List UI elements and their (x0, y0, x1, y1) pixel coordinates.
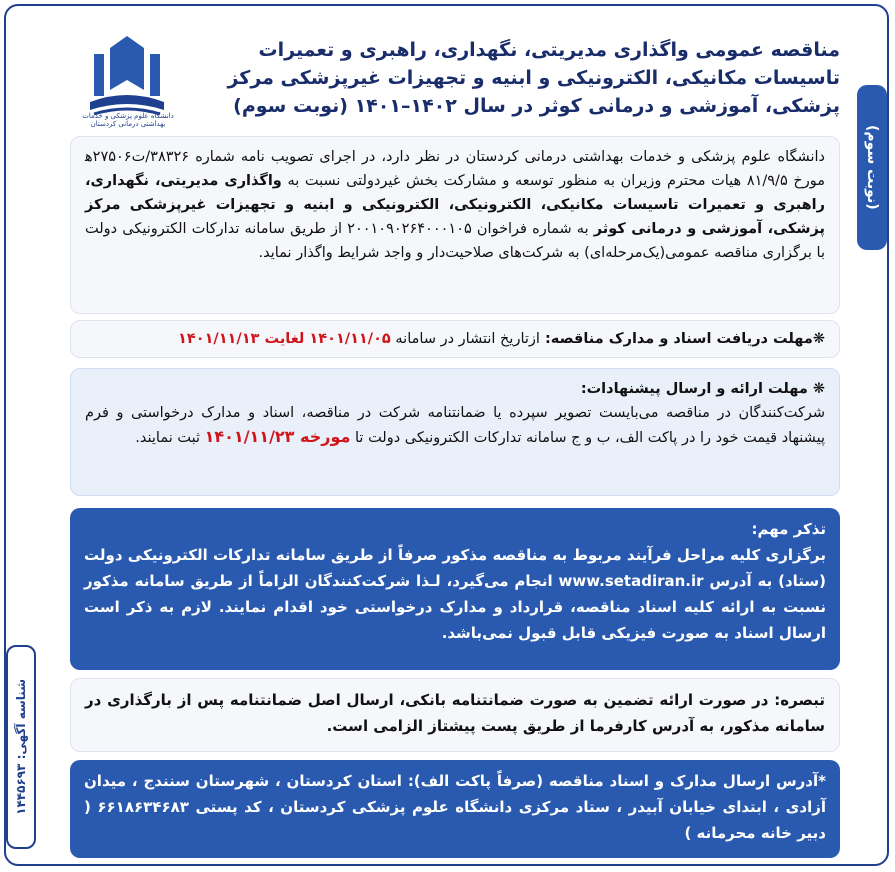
ad-id-label: شناسه آگهی: ۱۴۴۵۶۹۳ (14, 679, 28, 815)
docs-deadline (70, 320, 840, 358)
submission-address: *آدرس ارسال مدارک و اسناد مناقصه (صرفاً پاکت الف): استان کردستان ، شهرستان سنندج ، میدان آزادی ، ابتدای خیابان آبیدر ، ستاد مرکزی دانشگاه علوم پزشکی کردستان ، کد پستی ۶۶۱۸۶۳۴۶۸۳ ( دبیر خانه محرمانه ) (70, 760, 840, 858)
offers-deadline-text: شرکت‌کنندگان در مناقصه می‌بایست تصویر سپرده یا ضمانتنامه شرکت در مناقصه، اسناد و مدارک درخواستی و فرم پیشنهاد قیمت خود را در پاکت الف، ب و ج سامانه تدارکات الکترونیکی دولت تا (85, 405, 825, 446)
round-tab (857, 85, 887, 250)
intro-text-1: دانشگاه علوم پزشکی و خدمات بهداشتی درمانی کردستان در نظر دارد، در اجرای تصویب نامه شماره ۳۸۳۲۶/ت۲۷۵۰۶ه‍ مورخ ۸۱/۹/۵ هیات محترم وزیران به منظور توسعه و مشارکت بخش غیردولتی نسبت به (85, 149, 825, 189)
notice-heading: تذکر مهم: (751, 520, 826, 538)
docs-deadline-dates: ۱۴۰۱/۱۱/۰۵ لغایت ۱۴۰۱/۱۱/۱۳ (178, 331, 391, 347)
docs-deadline-label: ❋مهلت دریافت اسناد و مدارک مناقصه: (539, 331, 825, 347)
docs-deadline-text: ازتاریخ انتشار در سامانه (390, 331, 540, 347)
intro-text-2: به شماره فراخوان ۲۰۰۱۰۹۰۲۶۴۰۰۰۱۰۵ از طریق سامانه تدارکات الکترونیکی دولت با برگزاری مناقصه عمومی(یک‌مرحله‌ای) به شرکت‌های صلاحیت‌دار و واجد شرایط واگذار نماید. (85, 221, 825, 261)
ad-id-tab (6, 645, 36, 849)
logo-caption: دانشگاه علوم پزشکی و خدمات بهداشتی درمانی کردستان (82, 112, 174, 129)
round-tab-label: (نوبت سوم) (864, 125, 880, 210)
important-notice (70, 508, 840, 670)
guarantee-note: تبصره: در صورت ارائه تضمین به صورت ضمانتنامه بانکی، ارسال اصل ضمانتنامه پس از بارگذاری در سامانه مذکور، به آدرس کارفرما از طریق پست پیشتاز الزامی است. (70, 678, 840, 752)
page-title: مناقصه عمومی واگذاری مدیریتی، نگهداری، راهبری و تعمیرات تاسیسات مکانیکی، الکترونیکی و ابنیه و تجهیزات غیرپزشکی مرکز پزشکی، آموزشی و درمانی کوثر در سال ۱۴۰۲–۱۴۰۱ (نوبت سوم) (227, 39, 840, 117)
offers-deadline-date: مورخه ۱۴۰۱/۱۱/۲۳ (204, 427, 351, 446)
intro-subject: واگذاری مدیریتی، نگهداری، راهبری و تعمیرات تاسیسات مکانیکی، الکترونیکی، الکترونیکی و ابنیه و تجهیزات غیرپزشکی مرکز پزشکی، آموزشی و درمانی کوثر (85, 173, 826, 237)
intro-paragraph (70, 136, 840, 314)
notice-text: برگزاری کلیه مراحل فرآیند مربوط به مناقصه مذکور صرفاً از طریق سامانه تدارکات الکترونیکی دولت (ستاد) به آدرس www.setadiran.ir انجام می‌گیرد، لـذا شرکت‌کنندگان الزاماً از طریق سامانه مذکور نسبت به ارائه کلیه اسناد مناقصه، قرارداد و مدارک درخواستی خود اقدام نمایند. لازم به ذکر است ارسال اسناد به صورت فیزیکی قابل قبول نمی‌باشد. (84, 546, 827, 642)
offers-deadline (70, 368, 840, 496)
offers-deadline-heading: ❋ مهلت ارائه و ارسال پیشنهادات: (580, 381, 825, 397)
offers-deadline-tail: ثبت نمایند. (135, 430, 205, 446)
